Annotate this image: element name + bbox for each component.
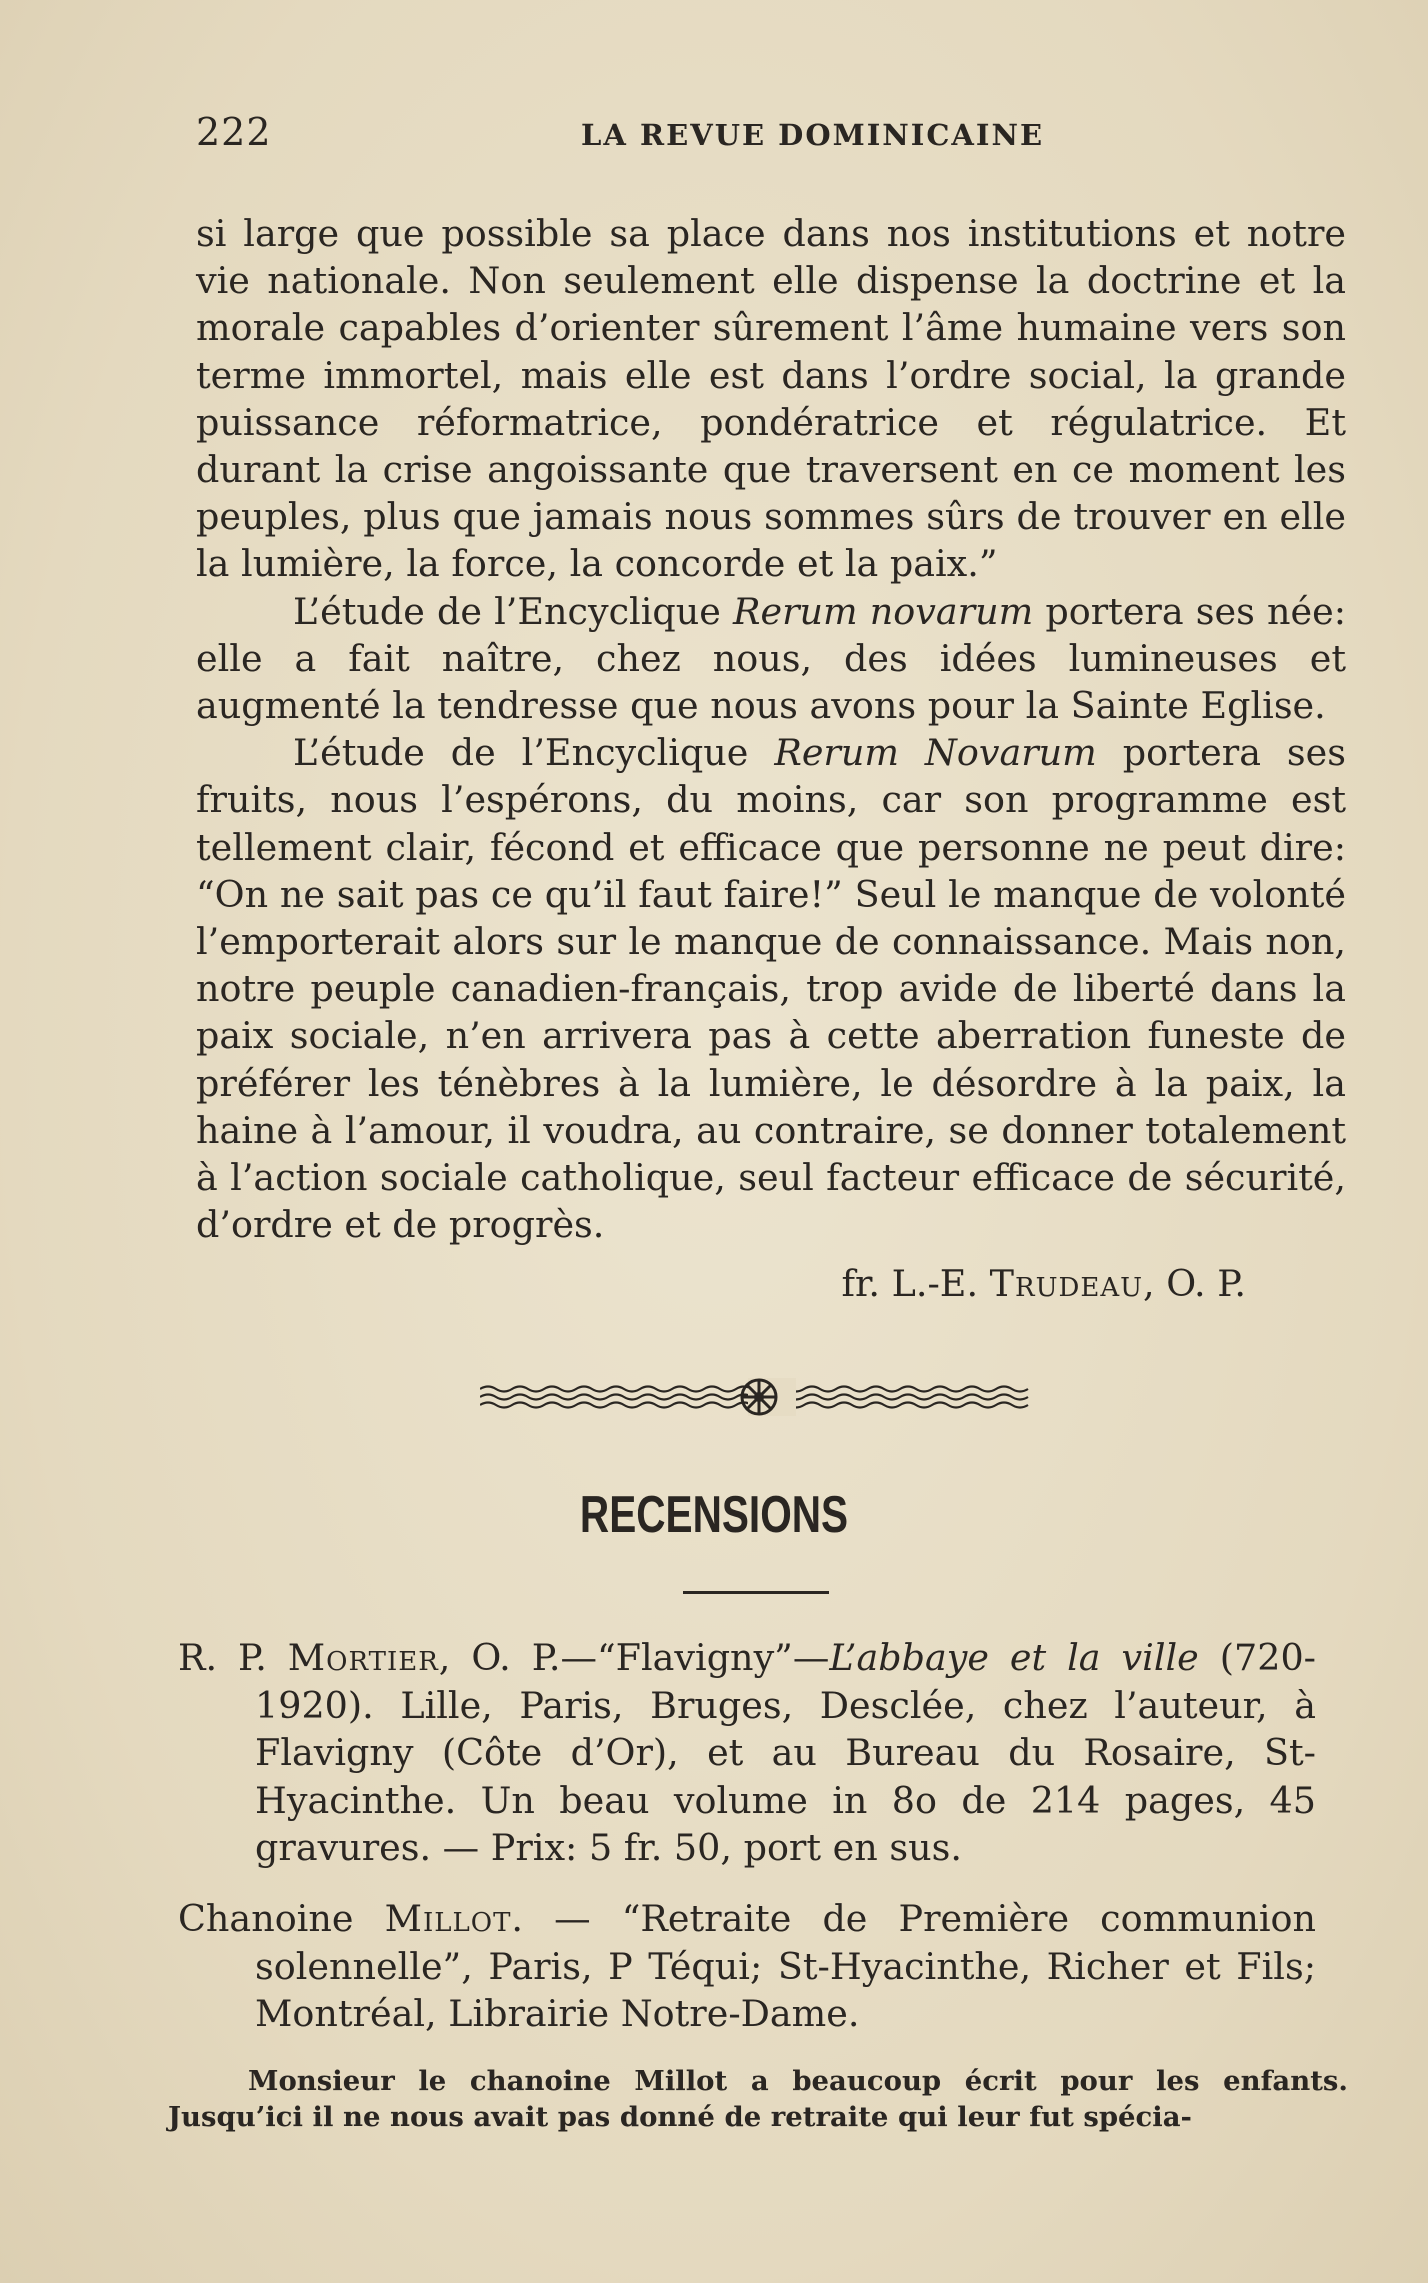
review-entry-2 [178,1895,1316,2038]
review-2-details: “Retraite de Première communion solennelle”, Paris, P Téqui; St-Hyacinthe, Richer et Fils; Montréal, Librairie Notre-Dame. [255,1897,1316,2035]
paragraph-1: si large que possible sa place dans nos institutions et notre vie nationale. Non seulement elle dispense la doctrine et la morale capables d’orienter sûrement l’âme humaine vers son terme immortel, mais elle est dans l’ordre social, la grande puissance réformatrice, pondératrice et régulatrice. Et durant la crise angoissante que traversent en ce moment les peuples, plus que jamais nous sommes sûrs de trouver en elle la lumière, la force, la concorde et la paix.” [196,212,1346,586]
review-entry-1 [178,1634,1316,1872]
decorative-ornament-icon [480,1372,1040,1422]
review-1-author-name: Mortier [287,1636,439,1679]
section-title: RECENSIONS [579,1486,849,1544]
review-1-book-title: L’abbaye et la ville [829,1636,1199,1679]
review-2-author-name: Millot [384,1897,512,1940]
page-number: 222 [196,110,272,154]
encyclical-title-2: Rerum Novarum [774,731,1097,775]
paragraph-3-start: L’étude de l’Encyclique [293,731,775,775]
review-2-author-prefix: Chanoine [178,1897,385,1940]
review-2-author-suffix: . — [511,1897,622,1940]
signature-name: Trudeau [989,1262,1144,1305]
paragraph-2-end: portera ses née: elle a fait naître, chez nous, des idées lumineuses et augmenté la tendresse que nous avons pour la Sainte Eglise. [196,589,1346,728]
title-underline [683,1591,829,1594]
page-header [196,110,1346,160]
paragraph-2 [196,588,1346,730]
review-1-author-suffix: , O. P.—“Flavigny”— [438,1636,830,1679]
article-body [196,210,1346,1248]
review-commentary-paragraph: Monsieur le chanoine Millot a beaucoup écrit pour les enfants. Jusqu’ici il ne nous avait pas donné de retraite qui leur fut spécia- [168,2065,1348,2133]
paragraph-3-end: portera ses fruits, nous l’espérons, du moins, car son programme est tellement clair, fécond et efficace que personne ne peut dire: “On ne sait pas ce qu’il faut faire!” Seul le manque de volonté l’emporterait alors sur le manque de connaissance. Mais non, notre peuple canadien-français, trop avide de liberté dans la paix sociale, n’en arrivera pas à cette aberration funeste de préférer les ténèbres à la lumière, le désordre à la paix, la haine à l’amour, il voudra, au contraire, se donner totalement à l’action sociale catholique, seul facteur efficace de sécurité, d’ordre et de progrès. [196,731,1346,1247]
encyclical-title: Rerum novarum [732,589,1034,633]
signature-prefix: fr. L.-E. [841,1262,990,1305]
review-1-details: (720-1920). Lille, Paris, Bruges, Desclée, chez l’auteur, à Flavigny (Côte d’Or), et au Bureau du Rosaire, St-Hyacinthe. Un beau volume in 8o de 214 pages, 45 gravures. — Prix: 5 fr. 50, port en sus. [255,1636,1316,1869]
review-1-author-prefix: R. P. [178,1636,288,1679]
review-commentary [168,2063,1348,2135]
running-head: LA REVUE DOMINICAINE [581,118,1045,152]
author-signature [196,1262,1246,1305]
signature-suffix: , O. P. [1143,1262,1246,1305]
paragraph-3 [196,729,1346,1248]
paragraph-2-start: L’étude de l’Encyclique [293,589,733,633]
